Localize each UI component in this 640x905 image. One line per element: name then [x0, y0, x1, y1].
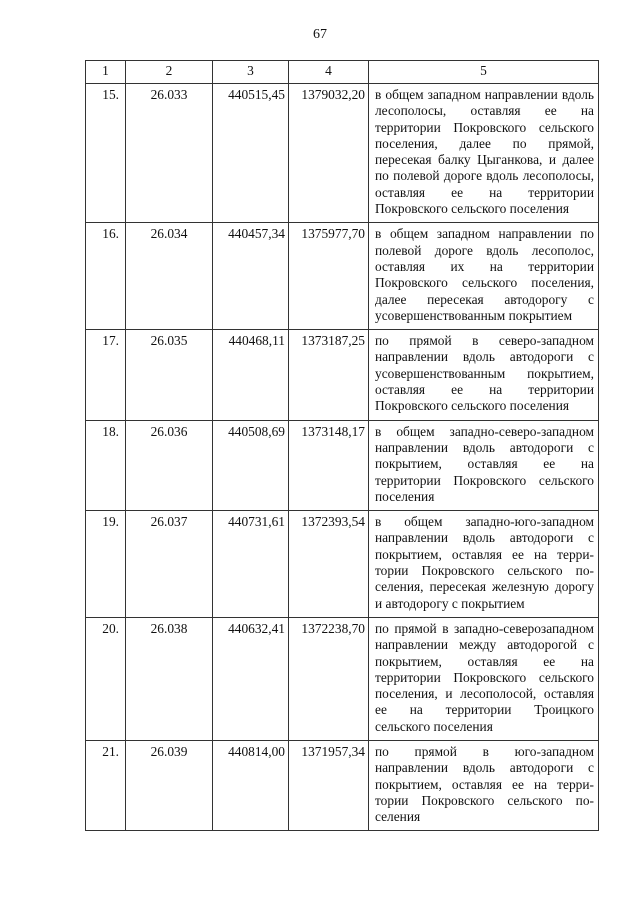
boundary-description: по прямой в юго-западном направлении вдоль автодороги с покрытием, оставляя ее на территории Покровского сельского поселения	[369, 740, 599, 830]
coordinate-x: 440457,34	[213, 223, 289, 330]
table-row	[86, 84, 599, 223]
point-code: 26.034	[126, 223, 213, 330]
boundary-description: в общем западном направлении вдоль лесополосы, оставляя ее на территории Покровского сельского поселения, далее по прямой, пересекая балку Цыганкова, и далее по полевой дороге вдоль лесополосы, оставляя ее на территории Покровского сельского поселения	[369, 84, 599, 223]
coordinate-y: 1375977,70	[289, 223, 369, 330]
coordinate-y: 1379032,20	[289, 84, 369, 223]
row-number: 16.	[86, 223, 126, 330]
coordinate-y: 1373148,17	[289, 420, 369, 510]
point-code: 26.037	[126, 511, 213, 618]
column-header-5: 5	[369, 61, 599, 84]
table-row	[86, 330, 599, 420]
column-header-4: 4	[289, 61, 369, 84]
row-number: 21.	[86, 740, 126, 830]
column-header-3: 3	[213, 61, 289, 84]
point-code: 26.035	[126, 330, 213, 420]
boundary-description: в общем западно-северо-западном направлении вдоль автодороги с покрытием, оставляя ее на территории Покровского сельского поселения	[369, 420, 599, 510]
boundary-table	[85, 60, 599, 831]
point-code: 26.039	[126, 740, 213, 830]
boundary-description: по прямой в северо-западном направлении вдоль автодороги с усовершенствованным покрытием, оставляя ее на территории Покровского сельского поселения	[369, 330, 599, 420]
coordinate-x: 440508,69	[213, 420, 289, 510]
coordinate-x: 440632,41	[213, 617, 289, 740]
row-number: 17.	[86, 330, 126, 420]
row-number: 19.	[86, 511, 126, 618]
point-code: 26.033	[126, 84, 213, 223]
coordinate-y: 1372238,70	[289, 617, 369, 740]
coordinate-y: 1373187,25	[289, 330, 369, 420]
coordinate-y: 1372393,54	[289, 511, 369, 618]
column-header-1: 1	[86, 61, 126, 84]
boundary-description: в общем западном направлении по полевой дороге вдоль лесополос, оставляя их на территории Покровского сельского поселения, далее пересекая автодорогу с усовершенствованным покрытием	[369, 223, 599, 330]
table-row	[86, 223, 599, 330]
point-code: 26.036	[126, 420, 213, 510]
table-row	[86, 420, 599, 510]
boundary-description: в общем западно-юго-западном направлении вдоль автодороги с покрытием, оставляя ее на территории Покровского сельского поселения, пересекая железную дорогу и автодорогу с покрытием	[369, 511, 599, 618]
coordinate-x: 440515,45	[213, 84, 289, 223]
page-number: 67	[313, 27, 327, 42]
table-row	[86, 617, 599, 740]
coordinate-x: 440731,61	[213, 511, 289, 618]
coordinate-x: 440468,11	[213, 330, 289, 420]
row-number: 15.	[86, 84, 126, 223]
column-header-2: 2	[126, 61, 213, 84]
row-number: 20.	[86, 617, 126, 740]
coordinate-y: 1371957,34	[289, 740, 369, 830]
row-number: 18.	[86, 420, 126, 510]
table-row	[86, 511, 599, 618]
table-header-row	[86, 61, 599, 84]
table-row	[86, 740, 599, 830]
point-code: 26.038	[126, 617, 213, 740]
boundary-description: по прямой в западно-северозападном направлении между автодорогой с покрытием, оставляя ее на территории Покровского сельского поселения, и лесополосой, оставляя ее на территории Троицкого сельского поселения	[369, 617, 599, 740]
coordinate-x: 440814,00	[213, 740, 289, 830]
